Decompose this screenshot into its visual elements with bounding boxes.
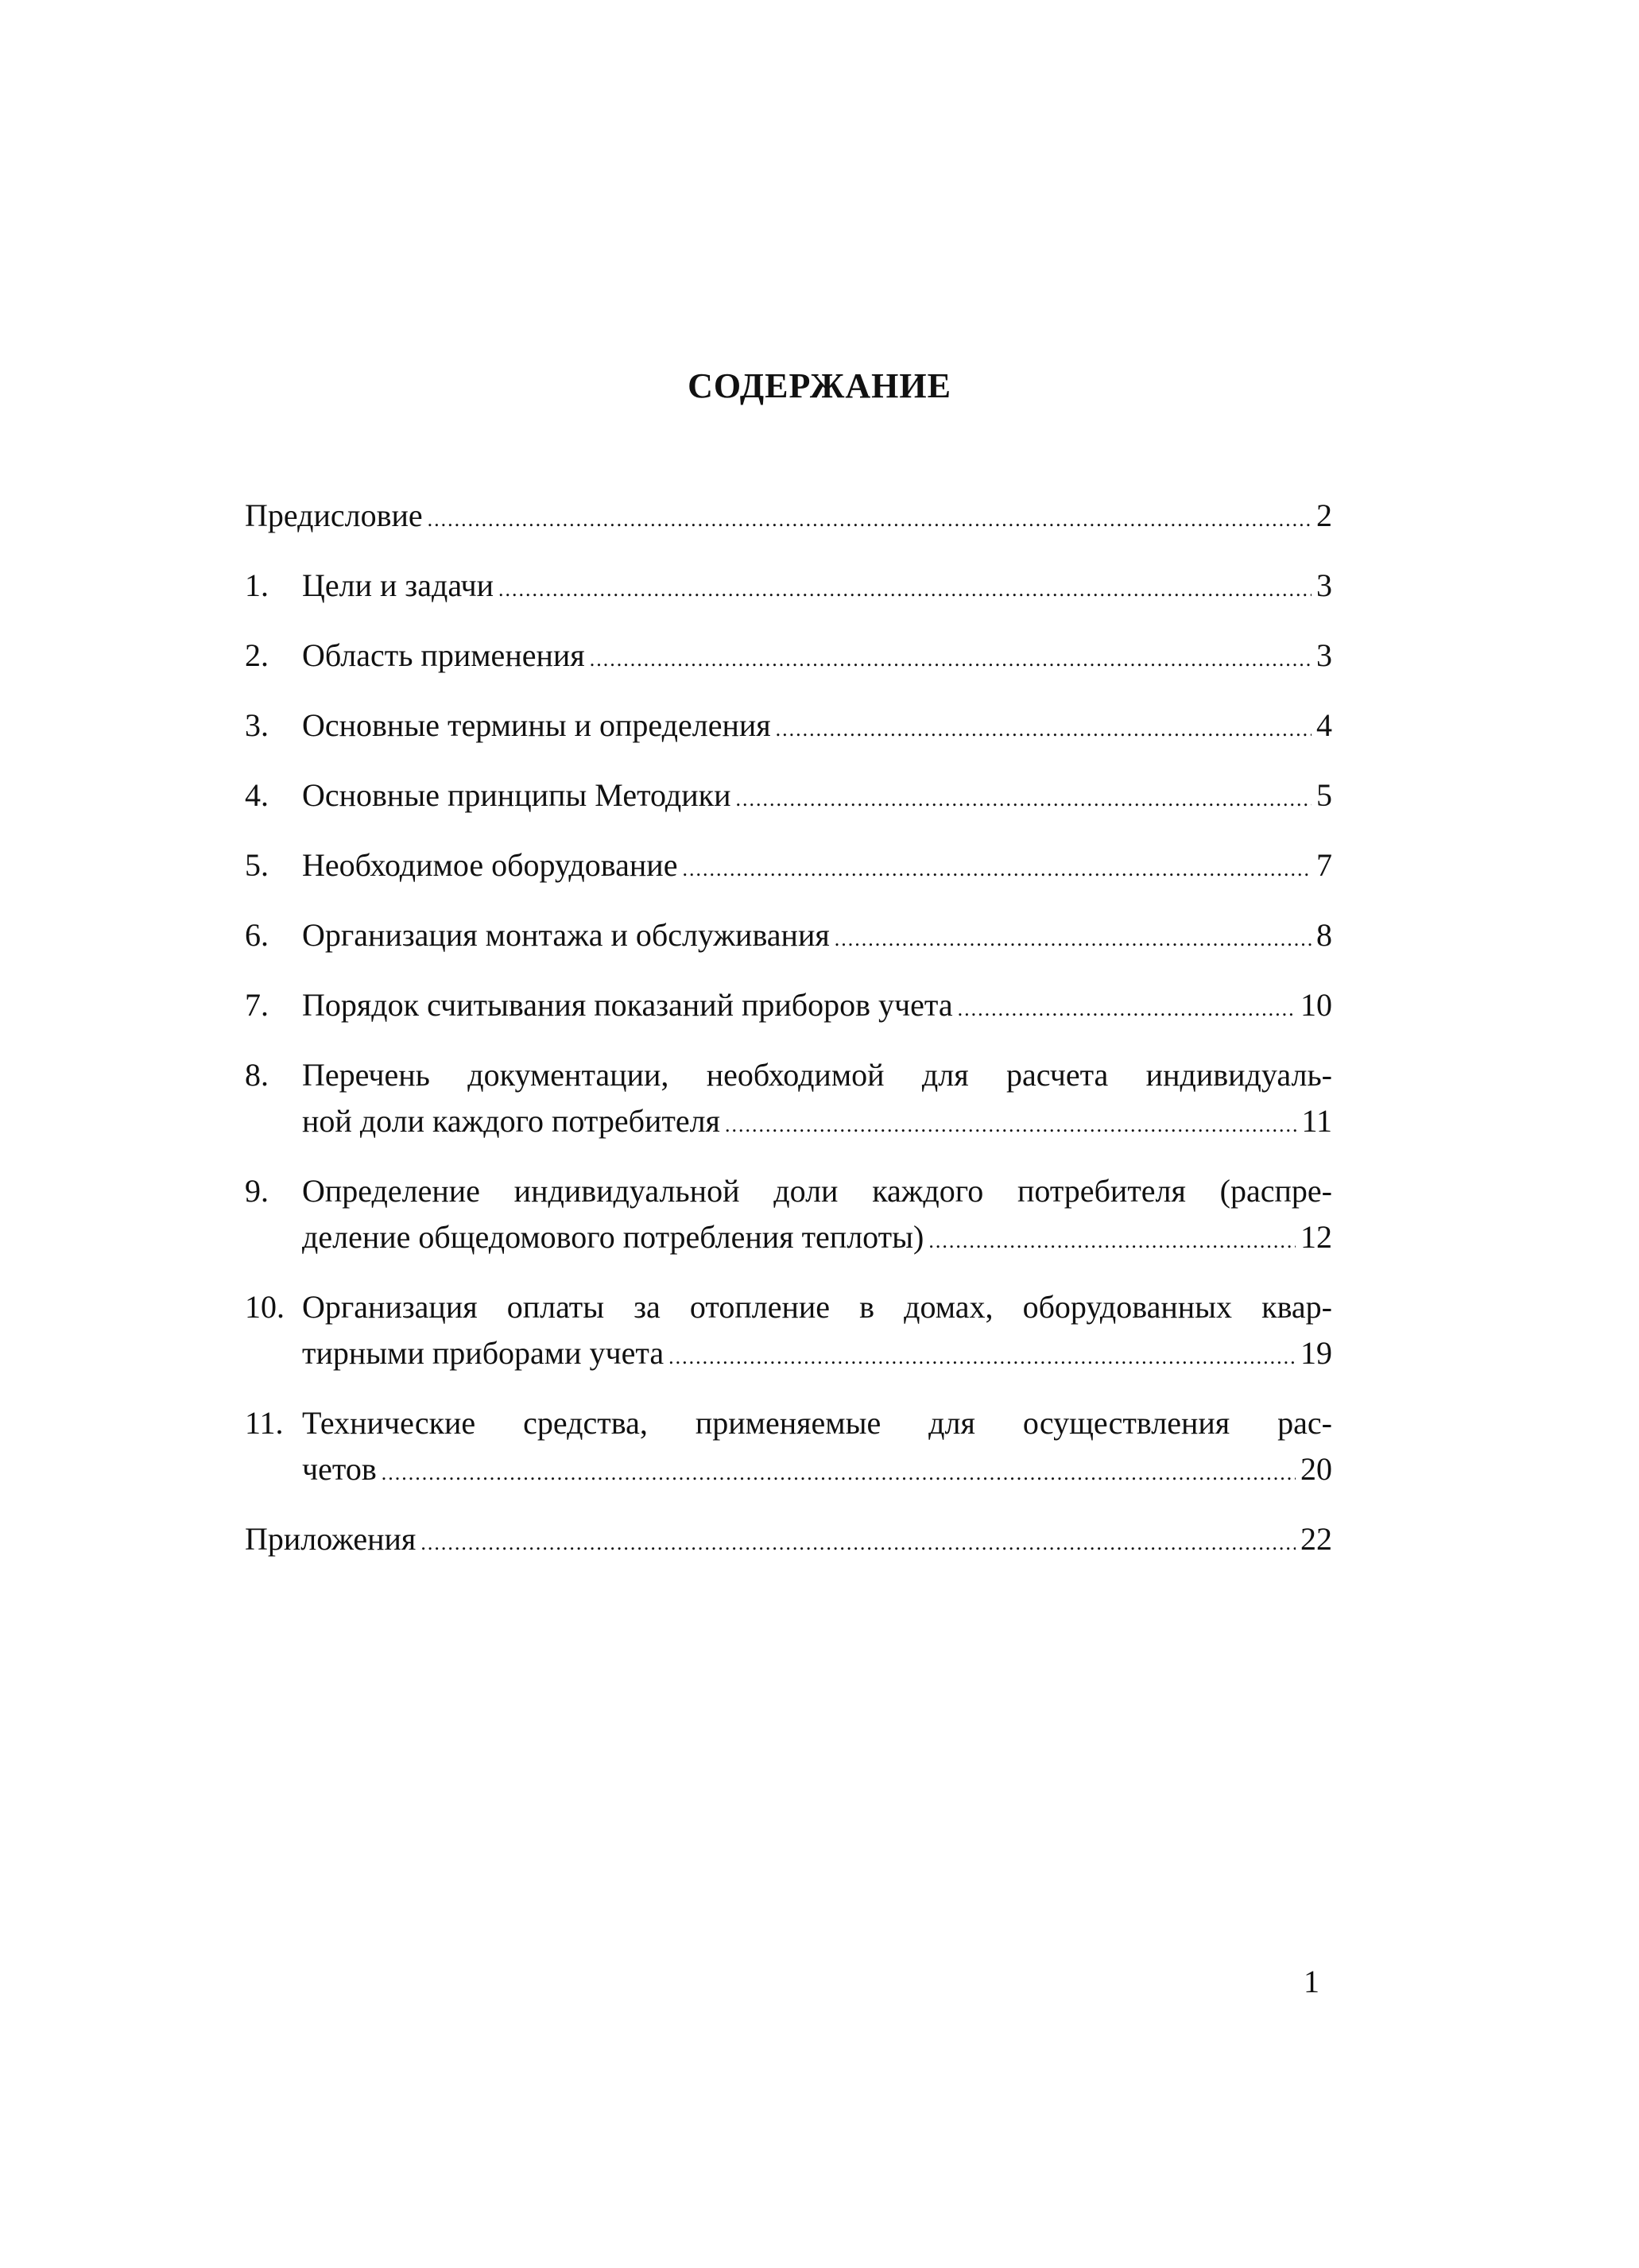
toc-entry-preface (245, 493, 1332, 543)
dot-leader (928, 1218, 1296, 1264)
toc-entry-6 (245, 912, 1332, 962)
toc-entry-title: Порядок считывания показаний приборов учета (302, 987, 953, 1023)
toc-entry-number: 11. (245, 1405, 284, 1441)
toc-page-number: 20 (1300, 1451, 1332, 1487)
dot-leader (668, 1334, 1296, 1380)
toc-entry-title: Предисловие (245, 497, 423, 533)
toc-entry-title: деление общедомового потребления теплоты) (302, 1219, 924, 1255)
toc-entry-4 (245, 772, 1332, 822)
page-number-footer: 1 (1304, 1964, 1319, 1999)
toc-entry-10 (245, 1284, 1332, 1380)
toc-entry-number: 8. (245, 1057, 269, 1093)
toc-page-number: 22 (1300, 1521, 1332, 1557)
page-title: СОДЕРЖАНИЕ (688, 366, 951, 405)
dot-leader (682, 846, 1312, 892)
toc-page-number: 3 (1316, 637, 1332, 673)
toc-page-number: 4 (1316, 707, 1332, 743)
toc-page-number: 5 (1316, 777, 1332, 813)
toc-entry-title: ной доли каждого потребителя (302, 1103, 720, 1139)
toc-entry-number: 6. (245, 917, 269, 953)
toc-entry-title-line: Технические средства, применяемые для осуществления рас- (302, 1405, 1332, 1441)
dot-leader (735, 776, 1312, 822)
toc-entry-title: Область применения (302, 637, 585, 673)
toc-entry-2 (245, 633, 1332, 683)
toc-entry-number: 5. (245, 847, 269, 883)
toc-entry-number: 3. (245, 707, 269, 743)
toc-entry-title: Основные термины и определения (302, 707, 771, 743)
toc-entry-title: Основные принципы Методики (302, 777, 731, 813)
toc-page-number: 11 (1301, 1103, 1332, 1139)
dot-leader (958, 986, 1296, 1032)
toc-page-number: 8 (1316, 917, 1332, 953)
toc-entry-appendices (245, 1516, 1332, 1566)
toc-entry-title: Организация монтажа и обслуживания (302, 917, 830, 953)
toc-page-number: 2 (1316, 497, 1332, 533)
dot-leader (725, 1102, 1297, 1148)
toc-entry-7 (245, 982, 1332, 1032)
toc-entry-number: 4. (245, 777, 269, 813)
dot-leader (428, 497, 1312, 543)
toc-page-number: 7 (1316, 847, 1332, 883)
dot-leader (835, 916, 1312, 962)
dot-leader (590, 637, 1312, 683)
toc-entry-11 (245, 1400, 1332, 1496)
toc-page-number: 19 (1300, 1335, 1332, 1371)
dot-leader (776, 706, 1312, 753)
toc-entry-number: 1. (245, 567, 269, 603)
toc-page-number: 10 (1300, 987, 1332, 1023)
toc-entry-3 (245, 702, 1332, 753)
toc-page-number: 12 (1300, 1219, 1332, 1255)
dot-leader (420, 1520, 1296, 1566)
toc-entry-number: 2. (245, 637, 269, 673)
toc-page-number: 3 (1316, 567, 1332, 603)
toc-entry-title: Приложения (245, 1521, 417, 1557)
toc-entry-number: 10. (245, 1289, 285, 1325)
toc-entry-number: 7. (245, 987, 269, 1023)
toc-entry-1 (245, 563, 1332, 613)
toc-entry-title-line: Определение индивидуальной доли каждого потребителя (распре- (302, 1173, 1332, 1209)
dot-leader (382, 1450, 1296, 1496)
toc-entry-number: 9. (245, 1173, 269, 1209)
toc-entry-title: Необходимое оборудование (302, 847, 678, 883)
toc-entry-title: тирными приборами учета (302, 1335, 665, 1371)
toc-entry-title: Цели и задачи (302, 567, 494, 603)
toc-entry-title: четов (302, 1451, 377, 1487)
table-of-contents (245, 493, 1332, 1566)
toc-entry-title-line: Организация оплаты за отопление в домах, оборудованных квар- (302, 1289, 1332, 1325)
toc-entry-5 (245, 842, 1332, 892)
dot-leader (498, 567, 1312, 613)
toc-entry-8 (245, 1052, 1332, 1148)
toc-entry-9 (245, 1168, 1332, 1264)
toc-entry-title-line: Перечень документации, необходимой для расчета индивидуаль- (302, 1057, 1332, 1093)
